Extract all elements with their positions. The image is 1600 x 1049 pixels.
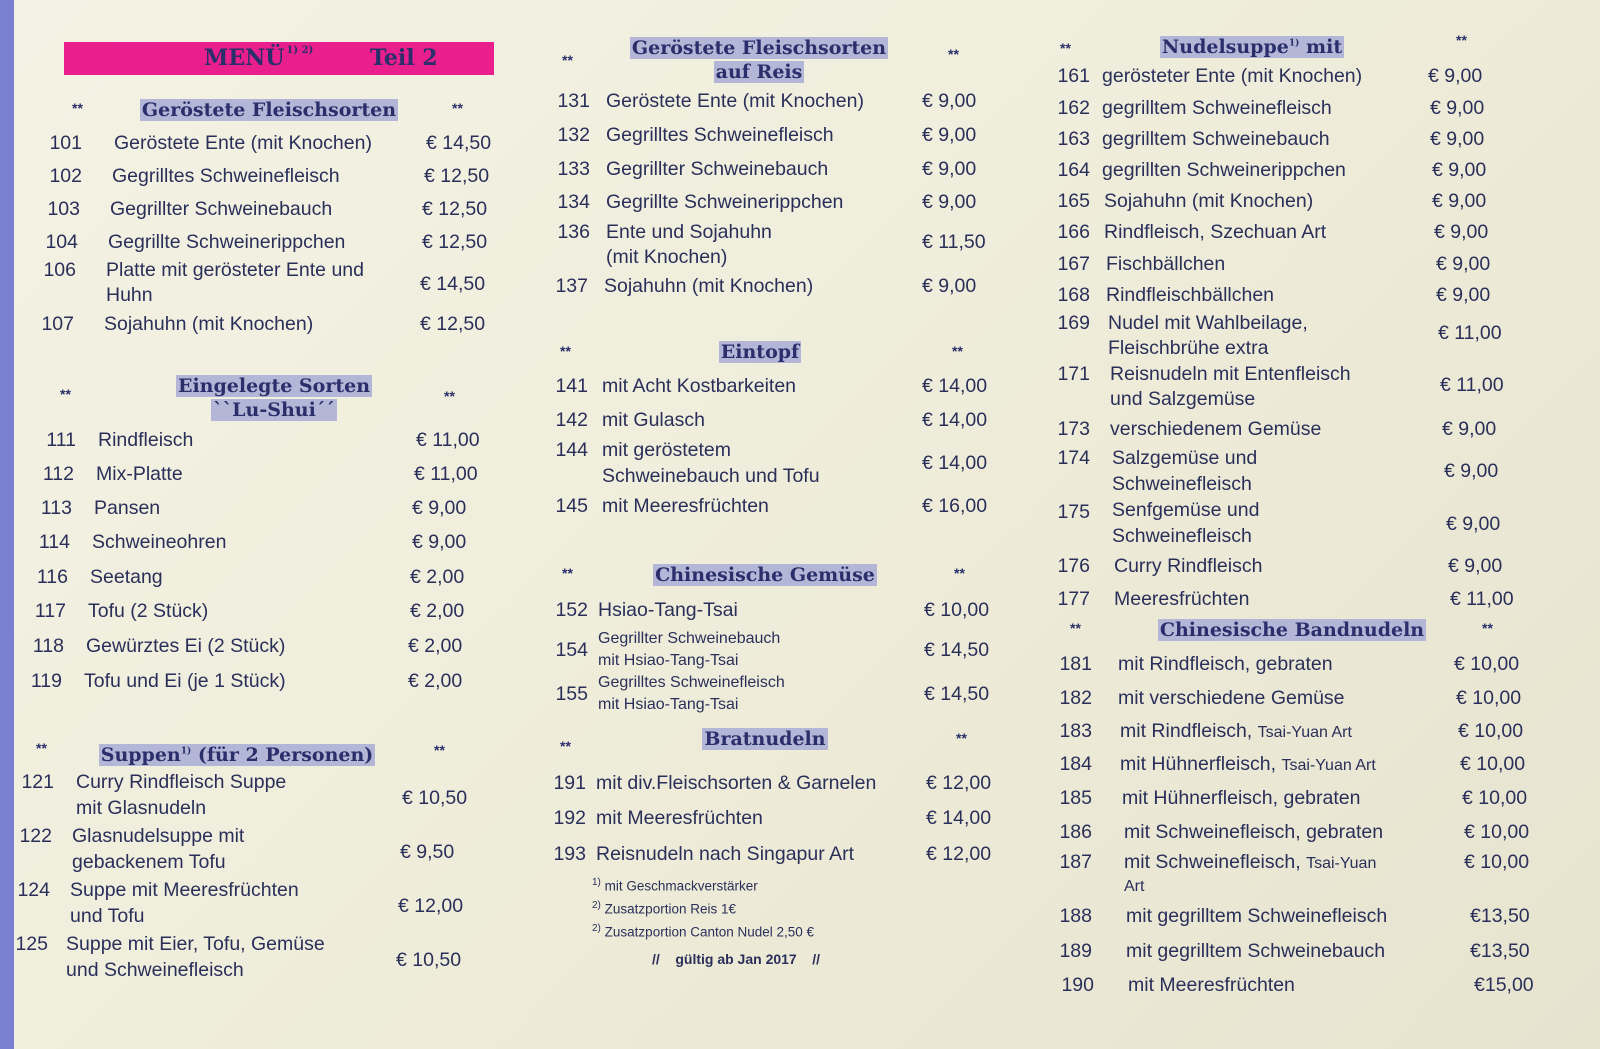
- menu-item: 154 Gegrillter Schweinebauch mit Hsiao-Tang-Tsai € 14,50: [555, 630, 990, 669]
- footnote: $^{2)}$ Zusatzportion Canton Nudel 2,50 €: [592, 923, 815, 940]
- stars: **: [952, 343, 963, 359]
- menu-item: 122 Glasnudelsuppe mit gebackenem Tofu € 9,50: [19, 825, 455, 873]
- stars: **: [1070, 620, 1081, 636]
- menu-item: 169 Nudel mit Wahlbeilage, Fleischbrühe extra € 11,00: [1057, 312, 1502, 359]
- stars: **: [72, 100, 83, 116]
- stars: **: [560, 343, 571, 359]
- footnote: $^{1)}$ mit Geschmackverstärker: [592, 877, 758, 894]
- menu-item: 187 mit Schweinefleisch, Tsai-Yuan Art € 10,00: [1059, 851, 1530, 895]
- stars: **: [562, 52, 573, 68]
- menu-item: 136 Ente und Sojahuhn (mit Knochen) € 11,50: [557, 221, 986, 268]
- stars: **: [948, 46, 959, 62]
- stars: **: [956, 730, 967, 746]
- menu-item: 125 Suppe mit Eier, Tofu, Gemüse und Schweinefleisch € 10,50: [15, 933, 462, 981]
- stars: **: [1456, 32, 1467, 48]
- footnote: $^{2)}$ Zusatzportion Reis 1€: [592, 900, 736, 917]
- stars: **: [452, 100, 463, 116]
- stars: **: [60, 386, 71, 402]
- stars: **: [1060, 40, 1071, 56]
- menu-item: 174 Salzgemüse und Schweinefleisch € 9,00: [1057, 447, 1499, 495]
- menu-item: 144 mit geröstetem Schweinebauch und Tofu € 14,00: [555, 439, 988, 487]
- section-title-bandnudeln: Chinesische Bandnudeln: [1159, 619, 1425, 641]
- section-title-nudelsuppe: Nudelsuppe$^{1)}$ mit: [1161, 36, 1343, 59]
- menu-item: 171 Reisnudeln mit Entenfleisch und Salzgemüse € 11,00: [1057, 363, 1504, 410]
- stars: **: [36, 740, 47, 756]
- stars: **: [560, 738, 571, 754]
- menu-title-bar: [64, 42, 494, 75]
- section-title-reis: Geröstete Fleischsorten auf Reis: [631, 37, 887, 83]
- menu-item: 121 Curry Rindfleisch Suppe mit Glasnudeln € 10,50: [21, 771, 468, 819]
- section-title-eingelegte: Eingelegte Sorten ``Lu-Shui´´: [177, 375, 371, 421]
- menu-page: MENÜ $^{1) 2)}$ Teil 2 ** Geröstete Fleischsorten ** 101 Geröstete Ente (mit Knochen) € 14,50 102 Gegrilltes Schweinefleisch € 12,50 103 Gegrillter Schweinebauch € 12,50 104 Gegrillte Schweinerippchen € 12,50 106 Platte mit gerösteter Ente und Huhn € 14,50 107 Sojahuhn (mit Knochen) € 12,50 ** Eingelegte Sorten ``Lu-Shui´´ ** 111 Rindfleisch € 11,00 112 Mix-Platte € 11,00 113 Pansen € 9,00 114 Schweineohren € 9,00 116 Seetang € 2,00 117 Tofu (2 Stück) € 2,00 118 Gewürztes Ei (2 Stück) € 2,00 119 Tofu und Ei (je 1 Stück) € 2,00 ** Suppen$^{1)}$ (für 2 Personen) ** 121 Curry Rindfleisch Suppe mit Glasnudeln € 10,50 122 Glasnudelsuppe mit gebackenem Tofu € 9,50 124 Suppe mit Meeresfrüchten und Tofu € 12,00 125 Suppe mit Eier, Tofu, Gemüse und Schweinefleisch € 10,50 ** Geröstete Fleischsorten auf Reis ** 131 Geröstete Ente (mit Knochen) € 9,00 132 Gegrilltes Schweinefleisch € 9,00 133 Gegrillter Schweinebauch € 9,00 134 Gegrillte Schweinerippchen € 9,00 136 Ente und Sojahuhn (mit Knochen) € 11,50 137 Sojahuhn (mit Knochen) € 9,00 ** Eintopf ** 141 mit Acht Kostbarkeiten € 14,00 142 mit Gulasch € 14,00 144 mit geröstetem Schweinebauch und Tofu € 14,00 145 mit Meeresfrüchten € 16,00 ** Chinesische Gemüse ** 152 Hsiao-Tang-Tsai € 10,00 154 Gegrillter Schweinebauch mit Hsiao-Tang-Tsai € 14,50 155 Gegrilltes Schweinefleisch mit Hsiao-Tang-Tsai € 14,50 ** Bratnudeln ** 191 mit div.Fleischsorten & Garnelen € 12,00 192 mit Meeresfrüchten € 14,00 193 Reisnudeln nach Singapur Art € 12,00 $^{1)}$ mit Geschmackverstärker $^{2)}$ Zusatzportion Reis 1€ $^{2)}$ Zusatzportion Canton Nudel 2,50 € // gültig ab Jan 2017 // ** Nudelsuppe$^{1)}$ mit ** 161 gerösteter Ente (mit Knochen) € 9,00 162 gegrilltem Schweinefleisch € 9,00 163 gegrilltem Schweinebauch € 9,00 164 gegrillten Schweinerippchen € 9,00 165 Sojahuhn (mit Knochen) € 9,00 166 Rindfleisch, Szechuan Art € 9,00 167 Fischbällchen € 9,00 168 Rindfleischbällchen € 9,00 169 Nudel mit Wahlbeilage, Fleischbrühe extra € 11,00 171 Reisnudeln mit Entenfleisch und Salzgemüse € 11,00 173 verschiedenem Gemüse € 9,00 174 Salzgemüse und Schweinefleisch € 9,00 175 Senfgemüse und Schweinefleisch € 9,00 176 Curry Rindfleisch € 9,00 177 Meeresfrüchten € 11,00 ** Chinesische Bandnudeln ** 181 mit Rindfleisch, gebraten € 10,00 182 mit verschiedene Gemüse € 10,00 183 mit Rindfleisch, Tsai-Yuan Art € 10,00 184 mit Hühnerfleisch, Tsai-Yuan Art € 10,00 185 mit Hühnerfleisch, gebraten € 10,00 186 mit Schweinefleisch, gebraten € 10,00 187 mit Schweinefleisch, Tsai-Yuan Art € 10,00 188 mit gegrilltem Schweinefleisch €13,50 189 mit gegrilltem Schweinebauch €13,50 190 mit Meeresfrüchten €15,00: [14, 0, 1600, 1049]
- section-title-geroestete: Geröstete Fleischsorten: [141, 99, 397, 121]
- menu-item: 124 Suppe mit Meeresfrüchten und Tofu € 12,00: [17, 879, 464, 927]
- section-title-gemuese: Chinesische Gemüse: [655, 564, 875, 586]
- stars: **: [444, 388, 455, 404]
- valid-date-note: // gültig ab Jan 2017 //: [652, 951, 821, 967]
- menu-item: 155 Gegrilltes Schweinefleisch mit Hsiao-Tang-Tsai € 14,50: [555, 674, 990, 713]
- section-title-bratnudeln: Bratnudeln: [704, 728, 826, 750]
- stars: **: [562, 565, 573, 581]
- stars: **: [954, 565, 965, 581]
- stars: **: [1482, 620, 1493, 636]
- stars: **: [434, 742, 445, 758]
- menu-part: Teil 2: [370, 45, 438, 71]
- section-title-eintopf: Eintopf: [720, 341, 800, 363]
- menu-item: 175 Senfgemüse und Schweinefleisch € 9,00: [1057, 499, 1501, 547]
- menu-title: MENÜ $^{1) 2)}$: [204, 45, 314, 71]
- section-title-suppen: Suppen$^{1)}$ (für 2 Personen): [100, 744, 374, 767]
- menu-item: 106 Platte mit gerösteter Ente und Huhn € 14,50: [43, 259, 486, 306]
